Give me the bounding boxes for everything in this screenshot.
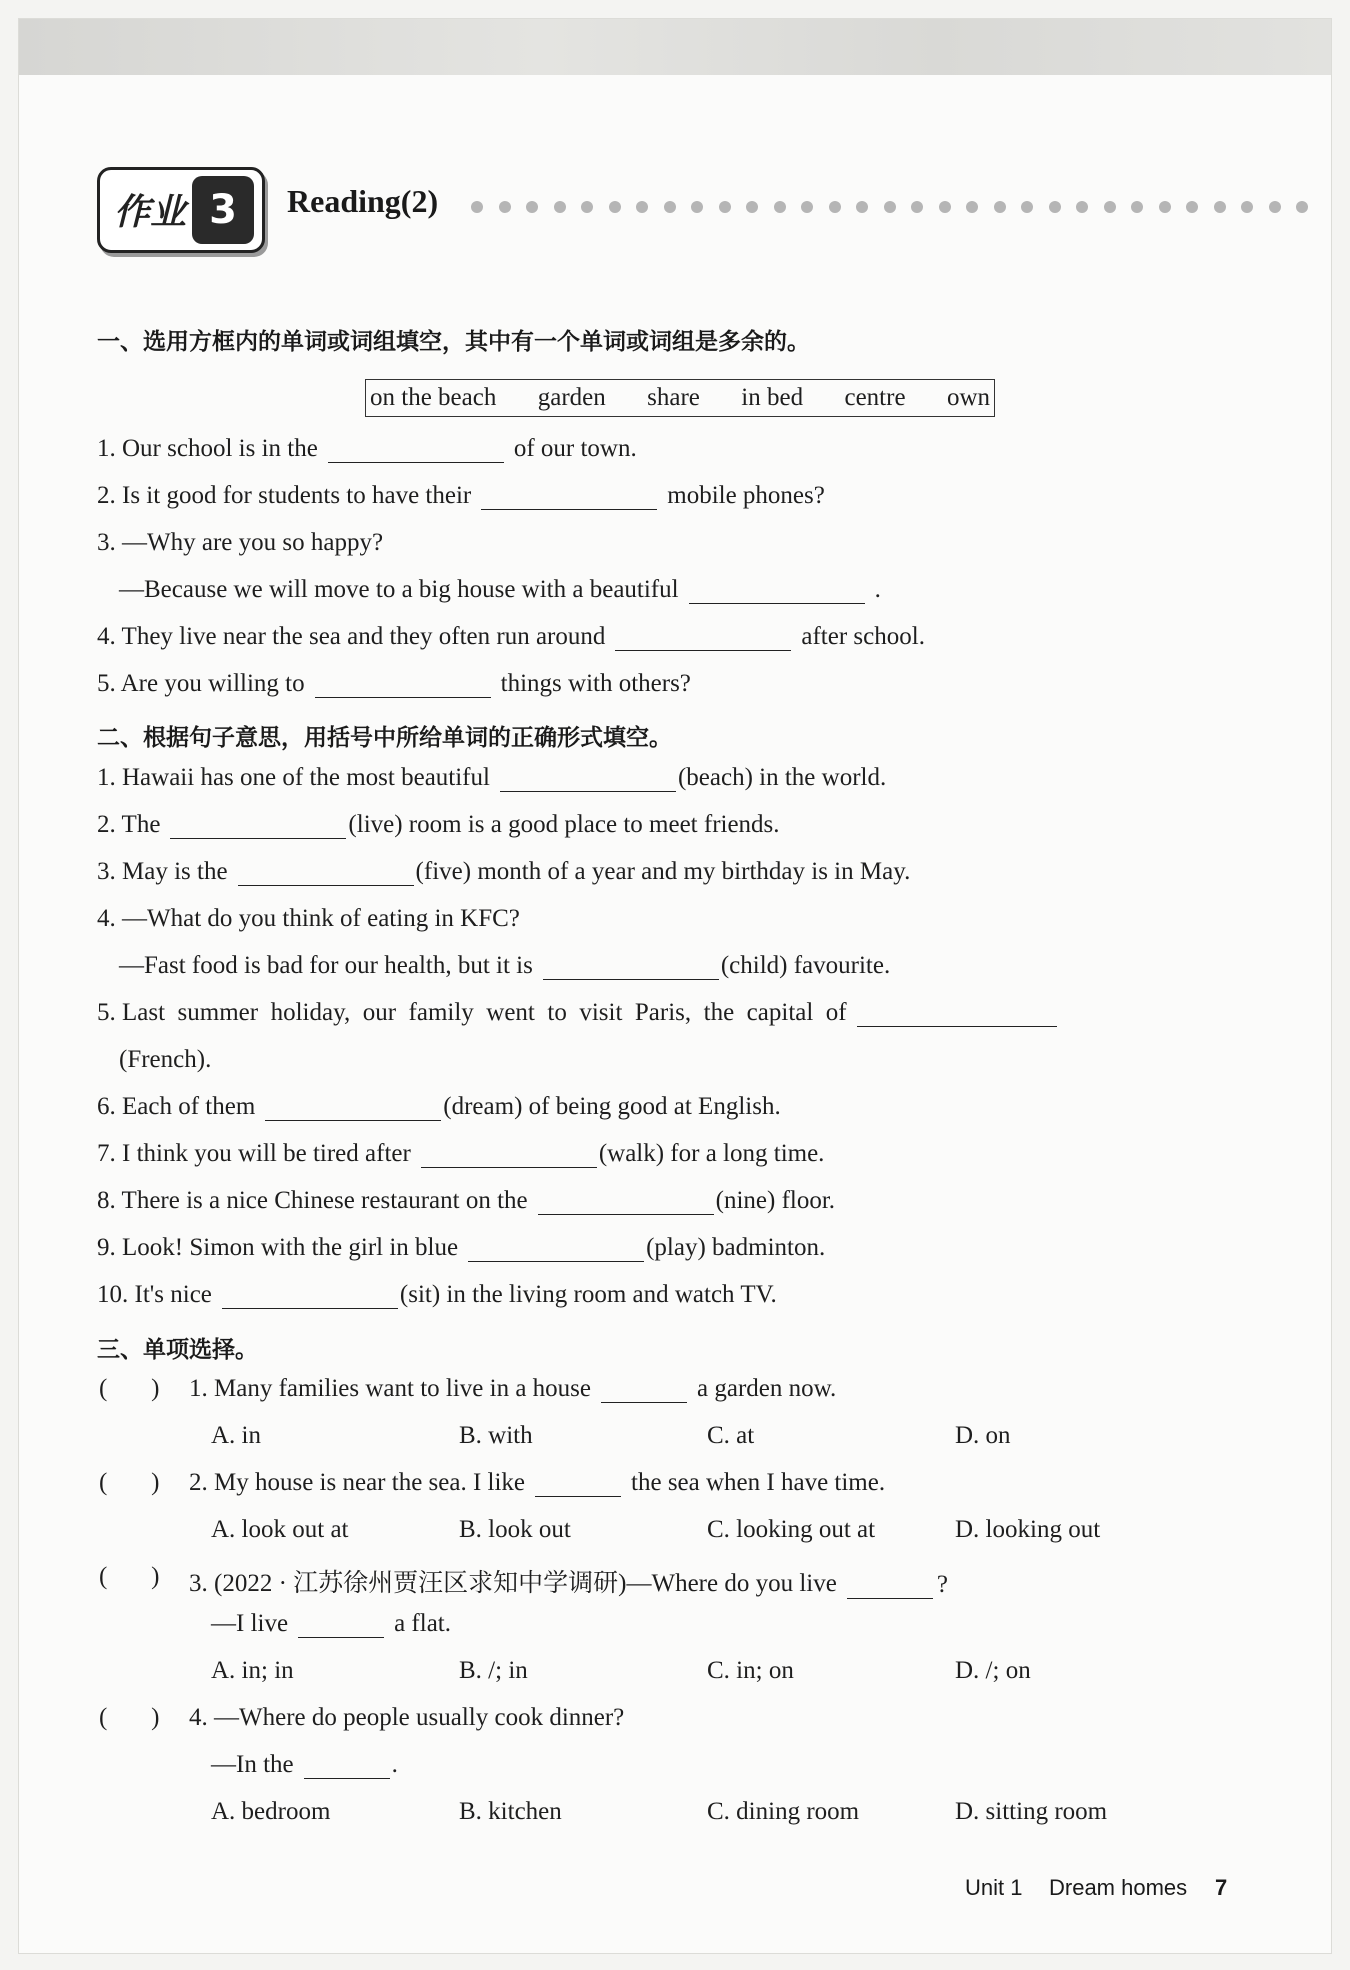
answer-blank[interactable] [857, 1002, 1057, 1027]
option-a[interactable]: A. look out at [211, 1516, 349, 1543]
rule-dot [856, 201, 868, 213]
question-text: 2. My house is near the sea. I like [189, 1469, 526, 1496]
word-option: share [647, 384, 700, 411]
question-line [97, 858, 910, 886]
rule-dot [1269, 201, 1281, 213]
question-text: 1. Our school is in the [97, 435, 318, 462]
question-line [97, 670, 691, 698]
rule-dot [1021, 201, 1033, 213]
question-text: 1. Many families want to live in a house [189, 1375, 592, 1402]
question-text: —Because we will move to a big house with a beautiful [119, 576, 679, 603]
question-line [97, 623, 925, 651]
question-text: things with others? [500, 670, 691, 697]
rule-dot [774, 201, 786, 213]
question-line [97, 482, 825, 510]
section-2-title: 二、根据句子意思，用括号中所给单词的正确形式填空。 [97, 725, 672, 751]
rule-dot [911, 201, 923, 213]
word-option: own [946, 384, 990, 411]
word-option: in bed [741, 384, 804, 411]
answer-blank[interactable] [543, 955, 719, 980]
question-text: 8. There is a nice Chinese restaurant on the [97, 1187, 528, 1214]
question-line [211, 1610, 451, 1638]
answer-blank[interactable] [298, 1613, 384, 1638]
scan-edge [19, 19, 1331, 75]
question-line [189, 1375, 836, 1403]
question-line [97, 1140, 824, 1168]
rule-dot [499, 201, 511, 213]
answer-blank[interactable] [328, 438, 504, 463]
option-a[interactable]: A. in; in [211, 1657, 294, 1684]
question-text: 2. The [97, 811, 161, 838]
question-text: —Fast food is bad for our health, but it is [119, 952, 533, 979]
question-text: (sit) in the living room and watch TV. [399, 1281, 777, 1308]
lesson-title: Reading(2) [287, 183, 439, 219]
answer-bracket[interactable]: ( ) [99, 1375, 160, 1402]
word-option: on the beach [370, 384, 497, 411]
rule-dot [801, 201, 813, 213]
option-a[interactable]: A. in [211, 1422, 261, 1449]
option-d[interactable]: D. sitting room [955, 1798, 1108, 1825]
question-line [119, 576, 881, 604]
answer-bracket[interactable]: ( ) [99, 1563, 160, 1590]
rule-dot [994, 201, 1006, 213]
rule-dot [554, 201, 566, 213]
answer-blank[interactable] [500, 767, 676, 792]
answer-blank[interactable] [304, 1754, 390, 1779]
question-text: —In the [211, 1751, 294, 1778]
rule-dot [691, 201, 703, 213]
question-text: 9. Look! Simon with the girl in blue [97, 1234, 459, 1261]
question-text: mobile phones? [667, 482, 825, 509]
question-text: (beach) in the world. [677, 764, 887, 791]
option-c[interactable]: C. at [707, 1422, 755, 1449]
rule-dot [526, 201, 538, 213]
homework-badge [97, 167, 265, 253]
question-line [97, 435, 637, 463]
answer-blank[interactable] [170, 814, 346, 839]
answer-blank[interactable] [222, 1284, 398, 1309]
question-text: 3. (2022 · 江苏徐州贾汪区求知中学调研)—Where do you live [189, 1570, 837, 1597]
section-3-title: 三、单项选择。 [97, 1337, 258, 1363]
question-line [97, 529, 383, 557]
option-a[interactable]: A. bedroom [211, 1798, 331, 1825]
question-line [97, 1187, 835, 1215]
rule-dot [1214, 201, 1226, 213]
footer-unit: Unit 1 [965, 1875, 1023, 1900]
question-line [119, 952, 890, 980]
question-line [189, 1704, 624, 1732]
answer-blank[interactable] [238, 861, 414, 886]
answer-blank[interactable] [538, 1190, 714, 1215]
answer-blank[interactable] [481, 485, 657, 510]
option-b[interactable]: B. /; in [459, 1657, 528, 1684]
question-text: of our town. [513, 435, 637, 462]
option-d[interactable]: D. /; on [955, 1657, 1031, 1684]
option-b[interactable]: B. with [459, 1422, 533, 1449]
lesson-header [97, 167, 1327, 251]
answer-blank[interactable] [689, 579, 865, 604]
question-text: (play) badminton. [646, 1234, 826, 1261]
question-text: 4. —What do you think of eating in KFC? [97, 905, 520, 932]
question-text: 2. Is it good for students to have their [97, 482, 472, 509]
rule-dot [1186, 201, 1198, 213]
question-line [189, 1563, 948, 1599]
question-text: 4. They live near the sea and they often run around [97, 623, 606, 650]
rule-dot [884, 201, 896, 213]
answer-bracket[interactable]: ( ) [99, 1469, 160, 1496]
question-line [97, 1281, 777, 1309]
question-text: (five) month of a year and my birthday is in May. [415, 858, 911, 885]
badge-text: 作业 [114, 192, 187, 233]
answer-blank[interactable] [615, 626, 791, 651]
rule-dot [581, 201, 593, 213]
rule-dot [746, 201, 758, 213]
rule-dot [1296, 201, 1308, 213]
option-c[interactable]: C. dining room [707, 1798, 860, 1825]
question-line [97, 1234, 825, 1262]
question-line [97, 999, 1067, 1027]
option-b[interactable]: B. look out [459, 1516, 571, 1543]
section-1-title: 一、选用方框内的单词或词组填空，其中有一个单词或词组是多余的。 [97, 329, 810, 355]
question-line [189, 1469, 885, 1497]
word-option: garden [537, 384, 606, 411]
question-text: (nine) floor. [715, 1187, 836, 1214]
question-line [119, 1046, 211, 1074]
workbook-page [18, 18, 1332, 1954]
rule-dot [829, 201, 841, 213]
question-line [211, 1751, 398, 1779]
option-d[interactable]: D. on [955, 1422, 1011, 1449]
question-text: (live) room is a good place to meet friends. [348, 811, 780, 838]
answer-blank[interactable] [265, 1096, 441, 1121]
rule-dot [471, 201, 483, 213]
rule-dot [1241, 201, 1253, 213]
rule-dot [609, 201, 621, 213]
question-text: 3. —Why are you so happy? [97, 529, 384, 556]
question-text: (child) favourite. [720, 952, 891, 979]
option-c[interactable]: C. in; on [707, 1657, 794, 1684]
rule-dot [1104, 201, 1116, 213]
question-text: 5. Are you willing to [97, 670, 305, 697]
dotted-rule [471, 201, 1327, 215]
question-text: 7. I think you will be tired after [97, 1140, 411, 1167]
question-text: . [874, 576, 881, 603]
question-line [97, 764, 886, 792]
page-number: 7 [1215, 1875, 1228, 1900]
badge-number: 3 [192, 176, 254, 244]
answer-blank[interactable] [421, 1143, 597, 1168]
rule-dot [719, 201, 731, 213]
question-line [97, 1093, 781, 1121]
question-text: 5. Last summer holiday, our family went to visit Paris, the capital of [97, 999, 847, 1026]
rule-dot [664, 201, 676, 213]
question-text: 10. It's nice [97, 1281, 212, 1308]
question-text: 3. May is the [97, 858, 228, 885]
rule-dot [1159, 201, 1171, 213]
question-text: . [391, 1751, 398, 1778]
answer-blank[interactable] [315, 673, 491, 698]
rule-dot [1076, 201, 1088, 213]
word-box [365, 379, 995, 417]
rule-dot [966, 201, 978, 213]
answer-blank[interactable] [535, 1472, 621, 1497]
rule-dot [939, 201, 951, 213]
option-c[interactable]: C. looking out at [707, 1516, 876, 1543]
footer-title: Dream homes [1049, 1875, 1188, 1900]
answer-blank[interactable] [601, 1378, 687, 1403]
question-text: the sea when I have time. [631, 1469, 886, 1496]
question-line [97, 811, 780, 839]
question-text: 4. —Where do people usually cook dinner? [189, 1704, 625, 1731]
question-text: (dream) of being good at English. [443, 1093, 781, 1120]
answer-blank[interactable] [468, 1237, 644, 1262]
question-text: a garden now. [697, 1375, 837, 1402]
word-option: centre [844, 384, 906, 411]
answer-bracket[interactable]: ( ) [99, 1704, 160, 1731]
question-text: ? [936, 1571, 948, 1598]
option-b[interactable]: B. kitchen [459, 1798, 562, 1825]
question-text: a flat. [394, 1610, 451, 1637]
question-text: (French). [119, 1046, 212, 1073]
answer-blank[interactable] [847, 1574, 933, 1599]
rule-dot [1049, 201, 1061, 213]
rule-dot [1131, 201, 1143, 213]
question-line [97, 905, 520, 933]
question-text: 6. Each of them [97, 1093, 256, 1120]
rule-dot [636, 201, 648, 213]
question-text: 1. Hawaii has one of the most beautiful [97, 764, 490, 791]
question-text: after school. [801, 623, 925, 650]
option-d[interactable]: D. looking out [955, 1516, 1101, 1543]
question-text: —I live [211, 1610, 289, 1637]
question-text: (walk) for a long time. [598, 1140, 825, 1167]
